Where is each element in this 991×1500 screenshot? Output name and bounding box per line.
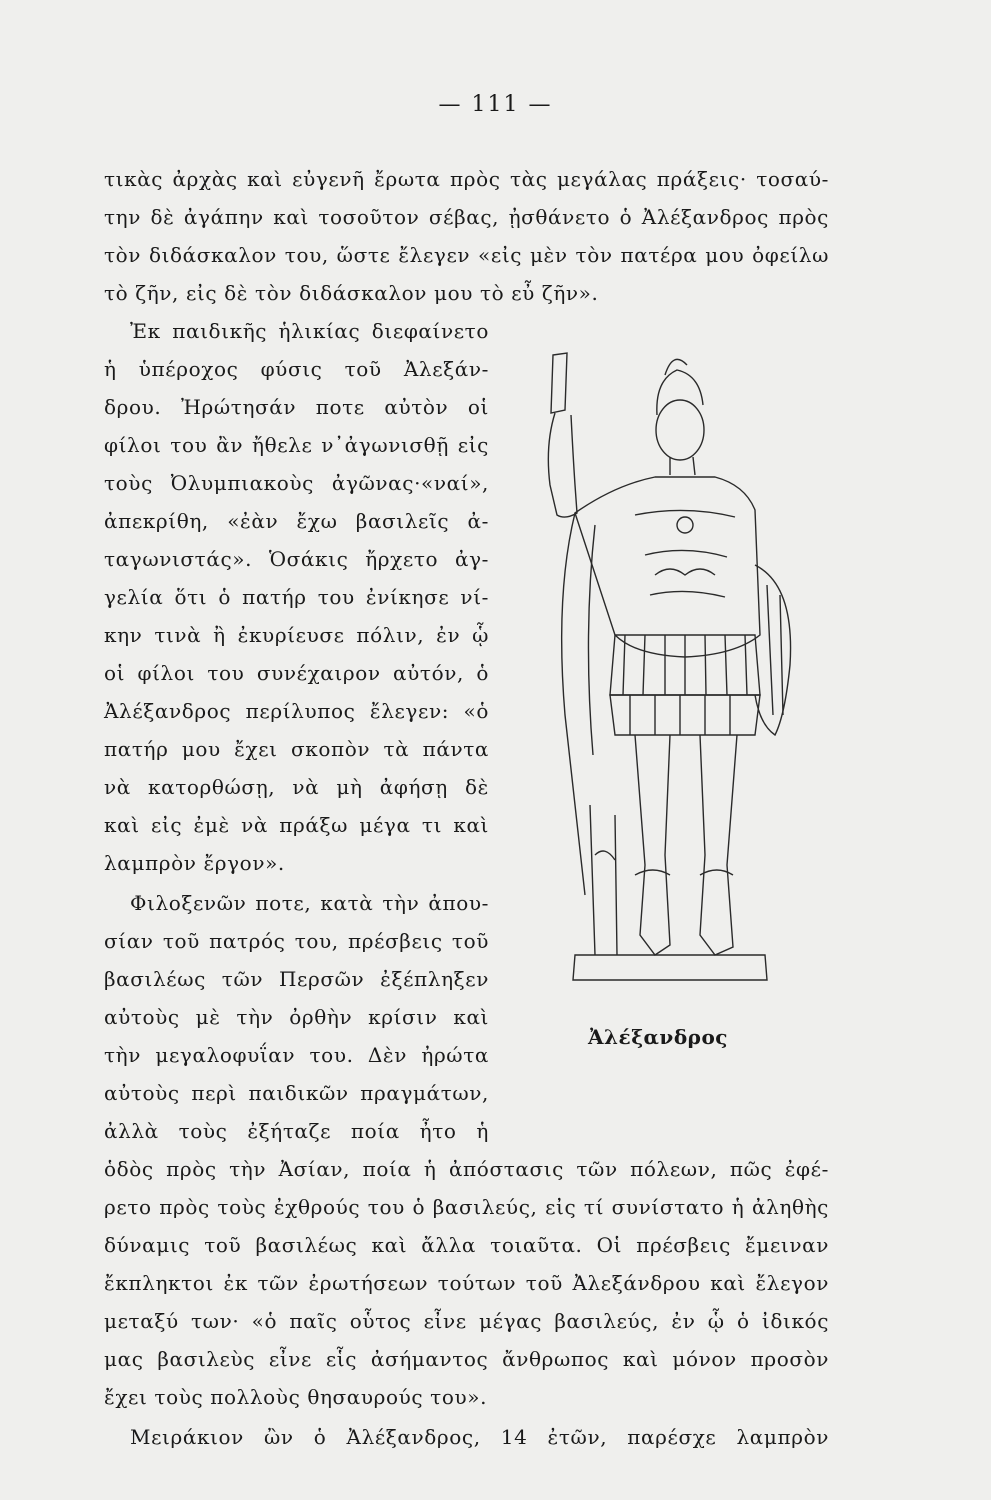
text-line: Μειράκιον ὢν ὁ Ἀλέξανδρος, 14 ἐτῶν, παρέσχε λαμπρὸν <box>130 1425 829 1449</box>
text-line: καὶ εἰς ἐμὲ νὰ πράξω μέγα τι καὶ <box>104 813 489 837</box>
page-number: — 111 — <box>438 92 553 117</box>
text-line: κην τινὰ ἢ ἐκυρίευσε πόλιν, ἐν ᾧ <box>104 623 489 647</box>
text-line: Φιλοξενῶν ποτε, κατὰ τὴν ἀπου- <box>130 891 489 915</box>
text-line: σίαν τοῦ πατρός του, πρέσβεις τοῦ <box>104 929 489 953</box>
text-line: ρετο πρὸς τοὺς ἐχθρούς του ὁ βασιλεύς, εἰς τί συνίστατο ἡ ἀληθὴς <box>104 1195 829 1219</box>
text-line: βασιλέως τῶν Περσῶν ἐξέπληξεν <box>104 967 489 991</box>
text-line: την δὲ ἀγάπην καὶ τοσοῦτον σέβας, ᾐσθάνετο ὁ Ἀλέξανδρος πρὸς <box>104 205 829 229</box>
text-line: τὸν διδάσκαλον του, ὥστε ἔλεγεν «εἰς μὲν τὸν πατέρα μου ὀφείλω <box>104 243 829 267</box>
text-line: ἡ ὑπέροχος φύσις τοῦ Ἀλεξάν- <box>104 357 489 381</box>
text-line: τικὰς ἀρχὰς καὶ εὐγενῆ ἔρωτα πρὸς τὰς μεγάλας πράξεις· τοσαύ- <box>104 167 829 191</box>
text-line: ταγωνιστάς». Ὁσάκις ἤρχετο ἀγ- <box>104 547 489 571</box>
text-line: ἔκπληκτοι ἐκ τῶν ἐρωτήσεων τούτων τοῦ Ἀλεξάνδρου καὶ ἔλεγον <box>104 1271 829 1295</box>
text-line: ἔχει τοὺς πολλοὺς θησαυρούς του». <box>104 1385 488 1409</box>
text-line: φίλοι του ἂν ἤθελε ν᾽ἀγωνισθῇ εἰς <box>104 433 489 457</box>
text-line: δύναμις τοῦ βασιλέως καὶ ἄλλα τοιαῦτα. Οἱ πρέσβεις ἔμειναν <box>104 1233 829 1257</box>
text-line: νὰ κατορθώσῃ, νὰ μὴ ἀφήσῃ δὲ <box>104 775 489 799</box>
statue-illustration <box>505 335 815 1035</box>
text-line: τὸ ζῆν, εἰς δὲ τὸν διδάσκαλον μου τὸ εὖ ζῆν». <box>104 281 599 305</box>
text-line: γελία ὅτι ὁ πατήρ του ἐνίκησε νί- <box>104 585 489 609</box>
text-line: ὁδὸς πρὸς τὴν Ἀσίαν, ποία ἡ ἀπόστασις τῶν πόλεων, πῶς ἐφέ- <box>104 1157 829 1181</box>
text-line: ἀπεκρίθη, «ἐὰν ἔχω βασιλεῖς ἀ- <box>104 509 489 533</box>
text-line: μεταξύ των· «ὁ παῖς οὗτος εἶνε μέγας βασιλεύς, ἐν ᾧ ὁ ἰδικός <box>104 1309 829 1333</box>
text-line: δρου. Ἠρώτησάν ποτε αὐτὸν οἱ <box>104 395 489 419</box>
text-line: τὴν μεγαλοφυΐαν του. Δὲν ἠρώτα <box>104 1043 489 1067</box>
text-line: Ἀλέξανδρος περίλυπος ἔλεγεν: «ὁ <box>104 699 489 723</box>
text-line: οἱ φίλοι του συνέχαιρον αὐτόν, ὁ <box>104 661 489 685</box>
text-line: ἀλλὰ τοὺς ἐξήταζε ποία ἦτο ἡ <box>104 1119 489 1143</box>
text-line: αὐτοὺς περὶ παιδικῶν πραγμάτων, <box>104 1081 489 1105</box>
text-line: αὐτοὺς μὲ τὴν ὀρθὴν κρίσιν καὶ <box>104 1005 489 1029</box>
text-line: λαμπρὸν ἔργον». <box>104 851 285 875</box>
text-line: μας βασιλεὺς εἶνε εἷς ἀσήμαντος ἄνθρωπος καὶ μόνον προσὸν <box>104 1347 829 1371</box>
text-line: Ἐκ παιδικῆς ἡλικίας διεφαίνετο <box>130 319 489 343</box>
text-line: τοὺς Ὀλυμπιακοὺς ἀγῶνας·«ναί», <box>104 471 489 495</box>
figure-caption: Ἀλέξανδρος <box>588 1025 728 1049</box>
text-line: πατήρ μου ἔχει σκοπὸν τὰ πάντα <box>104 737 489 761</box>
